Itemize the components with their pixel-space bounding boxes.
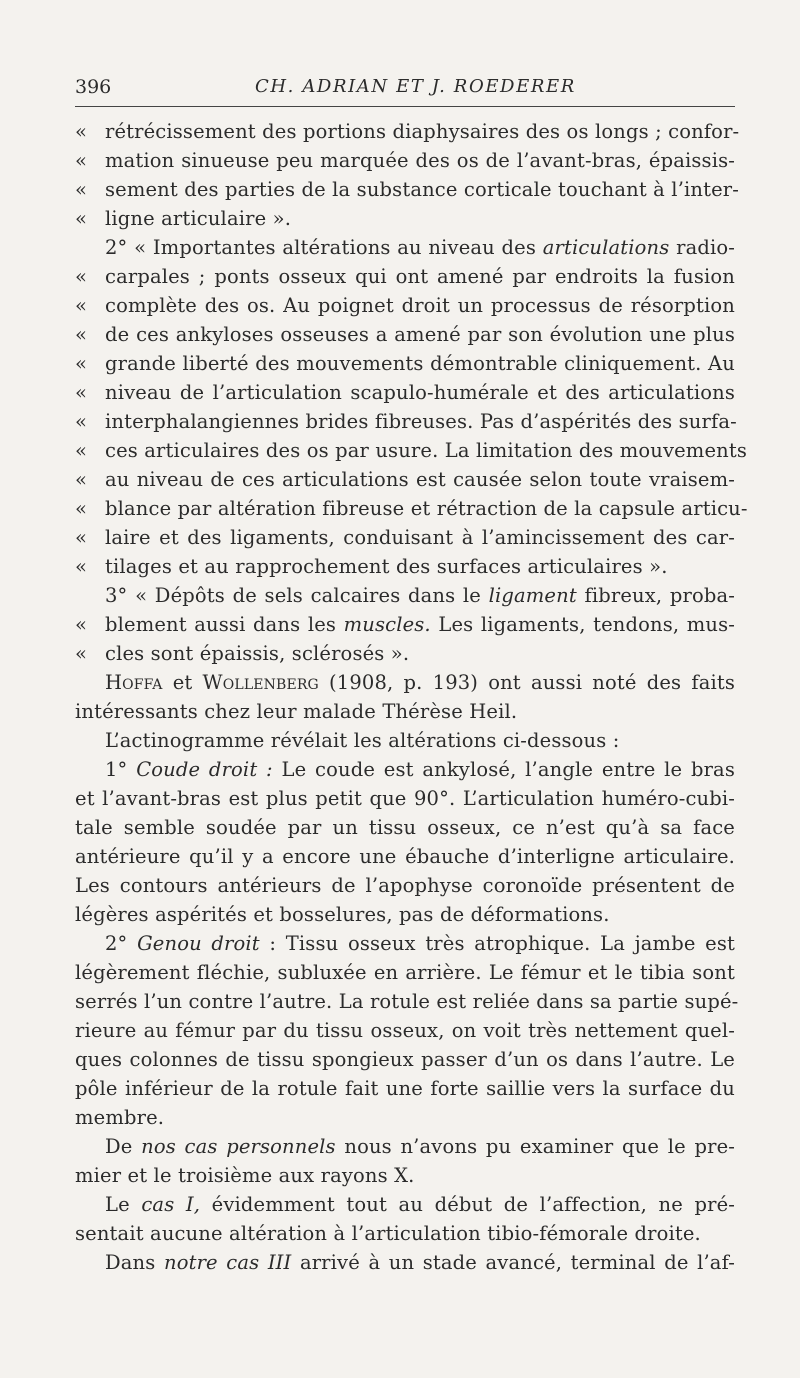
text-line: Les contours antérieurs de l’apophyse coronoïde présentent de [75, 874, 735, 897]
text-line: mation sinueuse peu marquée des os de l’avant-bras, épaissis- [105, 149, 735, 172]
quote-mark: « [75, 149, 88, 172]
text-run: 3° « Dépôts de sels calcaires dans le [105, 584, 489, 607]
text-line: intéressants chez leur malade Thérèse Heil. [75, 700, 518, 723]
text-line: antérieure qu’il y a encore une ébauche d’interligne articulaire. [75, 845, 735, 868]
text-line: au niveau de ces articulations est causée selon toute vraisem- [105, 468, 735, 491]
text-line: niveau de l’articulation scapulo-humérale et des articulations [105, 381, 735, 404]
text-run: blement aussi dans les [105, 613, 344, 636]
text-line: ques colonnes de tissu spongieux passer d’un os dans l’autre. Le [75, 1048, 735, 1071]
text-run: Les ligaments, tendons, mus- [430, 613, 736, 636]
text-run: 1° [105, 758, 137, 781]
quote-mark: « [75, 294, 88, 317]
italic-run: muscles. [343, 613, 431, 636]
text-run: nous n’avons pu examiner que le pre- [335, 1135, 735, 1158]
text-line: légèrement fléchie, subluxée en arrière. Le fémur et le tibia sont [75, 961, 735, 984]
text-run: De [105, 1135, 142, 1158]
quote-mark: « [75, 178, 88, 201]
text-line: L’actinogramme révélait les altérations ci-dessous : [105, 729, 620, 752]
text-run: Dans [105, 1251, 164, 1274]
text-line: interphalangiennes brides fibreuses. Pas d’aspérités des surfa- [105, 410, 737, 433]
text-run: radio- [669, 236, 735, 259]
text-line [105, 233, 735, 262]
quote-mark: « [75, 526, 88, 549]
quote-mark: « [75, 642, 88, 665]
text-line [105, 1190, 735, 1219]
text-line: tale semble soudée par un tissu osseux, ce n’est qu’à sa face [75, 816, 735, 839]
quote-mark: « [75, 265, 88, 288]
text-run: fibreux, proba- [576, 584, 735, 607]
quote-mark: « [75, 381, 88, 404]
author-name: Wollenberg [202, 671, 319, 694]
text-line: laire et des ligaments, conduisant à l’amincissement des car- [105, 526, 735, 549]
text-line: serrés l’un contre l’autre. La rotule est reliée dans sa partie supé- [75, 990, 739, 1013]
quote-mark: « [75, 613, 88, 636]
italic-run: notre cas III [163, 1251, 292, 1274]
quote-mark: « [75, 323, 88, 346]
text-line: rétrécissement des portions diaphysaires des os longs ; confor- [105, 120, 740, 143]
quote-mark: « [75, 352, 88, 375]
text-run: 2° [105, 932, 138, 955]
text-line: ces articulaires des os par usure. La limitation des mouvements [105, 439, 747, 462]
header-rule [75, 106, 735, 107]
text-line: cles sont épaissis, sclérosés ». [105, 642, 410, 665]
text-line: grande liberté des mouvements démontrable cliniquement. Au [105, 352, 735, 375]
text-run: arrivé à un stade avancé, terminal de l’af- [291, 1251, 735, 1274]
text-line: tilages et au rapprochement des surfaces articulaires ». [105, 555, 668, 578]
quote-mark: « [75, 410, 88, 433]
text-run: 2° « Importantes altérations au niveau des [105, 236, 543, 259]
text-line [105, 1132, 735, 1161]
italic-run: Genou droit [137, 932, 260, 955]
text-line: légères aspérités et bosselures, pas de déformations. [75, 903, 610, 926]
text-line [105, 929, 735, 958]
page-header [75, 76, 735, 102]
italic-run: nos cas personnels [141, 1135, 336, 1158]
text-run: (1908, p. 193) ont aussi noté des faits [318, 671, 736, 694]
text-run: évidemment tout au début de l’affection, ne pré- [200, 1193, 736, 1216]
text-line: et l’avant-bras est plus petit que 90°. L’articulation huméro-cubi- [75, 787, 735, 810]
text-line: complète des os. Au poignet droit un processus de résorption [105, 294, 735, 317]
italic-run: articulations [542, 236, 670, 259]
italic-run: ligament [488, 584, 577, 607]
text-line: ligne articulaire ». [105, 207, 292, 230]
text-line: mier et le troisième aux rayons X. [75, 1164, 415, 1187]
text-line: rieure au fémur par du tissu osseux, on voit très nettement quel- [75, 1019, 735, 1042]
italic-run: Coude droit : [136, 758, 273, 781]
text-run: : Tissu osseux très atrophique. La jambe est [259, 932, 735, 955]
quote-mark: « [75, 120, 88, 143]
running-head: CH. ADRIAN ET J. ROEDERER [255, 76, 576, 97]
text-line [105, 581, 735, 610]
quote-mark: « [75, 555, 88, 578]
text-line: sement des parties de la substance corticale touchant à l’inter- [105, 178, 740, 201]
quote-mark: « [75, 207, 88, 230]
text-line [105, 1248, 735, 1277]
text-line: sentait aucune altération à l’articulation tibio-fémorale droite. [75, 1222, 701, 1245]
author-name: Hoffa [105, 671, 163, 694]
quote-mark: « [75, 468, 88, 491]
page-number: 396 [75, 76, 112, 98]
text-line: carpales ; ponts osseux qui ont amené par endroits la fusion [105, 265, 735, 288]
quote-mark: « [75, 497, 88, 520]
text-line: pôle inférieur de la rotule fait une forte saillie vers la surface du [75, 1077, 735, 1100]
text-run: Le [105, 1193, 142, 1216]
text-run: Le coude est ankylosé, l’angle entre le bras [272, 758, 735, 781]
quote-mark: « [75, 439, 88, 462]
text-run: et [162, 671, 203, 694]
text-line [105, 755, 735, 784]
text-line: de ces ankyloses osseuses a amené par son évolution une plus [105, 323, 735, 346]
italic-run: cas I, [141, 1193, 201, 1216]
text-line [105, 610, 735, 639]
text-line [105, 668, 735, 697]
text-line: membre. [75, 1106, 165, 1129]
text-line: blance par altération fibreuse et rétraction de la capsule articu- [105, 497, 748, 520]
